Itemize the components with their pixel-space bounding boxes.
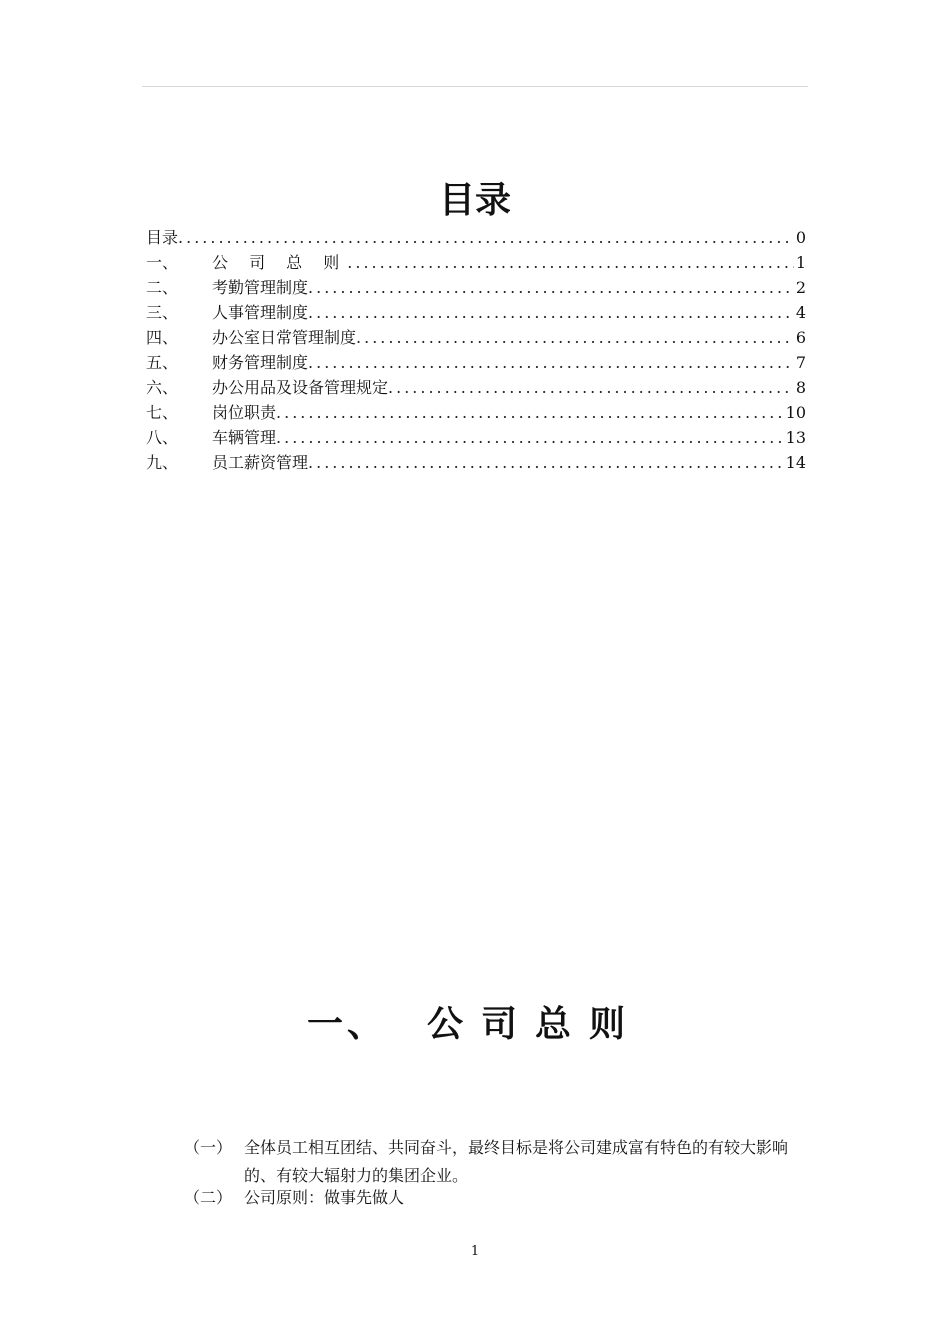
toc-entry-label: 公 司 总 则 <box>212 253 348 272</box>
toc-leader-dots <box>308 350 794 375</box>
toc-entry[interactable] <box>146 400 806 425</box>
toc-leader-dots <box>308 300 794 325</box>
toc-entry-number: 五、 <box>146 353 179 372</box>
toc-entry-page: 0 <box>795 228 806 247</box>
toc-leader-dots <box>276 400 784 425</box>
toc-entry[interactable] <box>146 300 806 325</box>
paragraph-text: 全体员工相互团结、共同奋斗，最终目标是将公司建成富有特色的有较大影响的、有较大辐射力的集团企业。 <box>244 1138 789 1185</box>
toc-entry-page: 10 <box>785 403 806 422</box>
toc-entry-label: 员工薪资管理 <box>212 453 309 472</box>
toc-entry[interactable] <box>146 225 806 250</box>
toc-entry-number: 二、 <box>146 278 179 297</box>
toc-entry-page: 7 <box>795 353 806 372</box>
header-rule <box>142 86 808 87</box>
page-number: 1 <box>470 1244 480 1259</box>
paragraph-item <box>184 1184 808 1212</box>
toc-entry[interactable] <box>146 450 806 475</box>
toc-entry[interactable] <box>146 350 806 375</box>
toc-entry-label: 办公室日常管理制度 <box>212 328 357 347</box>
toc-entry-page: 13 <box>785 428 806 447</box>
toc-entry-label: 人事管理制度 <box>212 303 309 322</box>
toc-leader-dots <box>178 225 794 250</box>
chapter-heading <box>0 1000 950 1050</box>
toc-leader-dots <box>308 450 784 475</box>
toc-leader-dots <box>308 275 794 300</box>
toc-entry-label: 车辆管理 <box>212 428 277 447</box>
toc-entry[interactable] <box>146 325 806 350</box>
table-of-contents <box>146 225 806 475</box>
toc-entry-page: 8 <box>795 378 806 397</box>
toc-entry-label: 岗位职责 <box>212 403 277 422</box>
toc-entry-page: 2 <box>795 278 806 297</box>
paragraph-text: 公司原则：做事先做人 <box>244 1188 405 1207</box>
toc-title: 目录 <box>438 180 511 221</box>
toc-entry-page: 6 <box>795 328 806 347</box>
toc-entry[interactable] <box>146 425 806 450</box>
toc-entry-label: 办公用品及设备管理规定 <box>212 378 389 397</box>
toc-entry-number: 三、 <box>146 303 179 322</box>
paragraph-number: （一） <box>184 1138 233 1157</box>
chapter-title-text: 公司总则 <box>427 1004 644 1045</box>
toc-entry[interactable] <box>146 275 806 300</box>
toc-leader-dots <box>347 250 794 275</box>
toc-leader-dots <box>356 325 794 350</box>
toc-entry[interactable] <box>146 375 806 400</box>
toc-entry-number: 四、 <box>146 328 179 347</box>
toc-entry-number: 六、 <box>146 378 179 397</box>
paragraph-number: （二） <box>184 1188 233 1207</box>
toc-entry-page: 4 <box>795 303 806 322</box>
toc-entry-number: 八、 <box>146 428 179 447</box>
paragraph-item <box>184 1134 808 1190</box>
toc-entry-label: 目录 <box>146 228 179 247</box>
toc-entry[interactable] <box>146 250 806 275</box>
toc-entry-number: 九、 <box>146 453 179 472</box>
toc-entry-page: 14 <box>785 453 806 472</box>
toc-entry-page: 1 <box>795 253 806 272</box>
toc-entry-number: 一、 <box>146 253 179 272</box>
toc-entry-label: 考勤管理制度 <box>212 278 309 297</box>
toc-entry-label: 财务管理制度 <box>212 353 309 372</box>
chapter-number: 一、 <box>306 1004 387 1045</box>
toc-entry-number: 七、 <box>146 403 179 422</box>
toc-leader-dots <box>388 375 794 400</box>
toc-leader-dots <box>276 425 784 450</box>
